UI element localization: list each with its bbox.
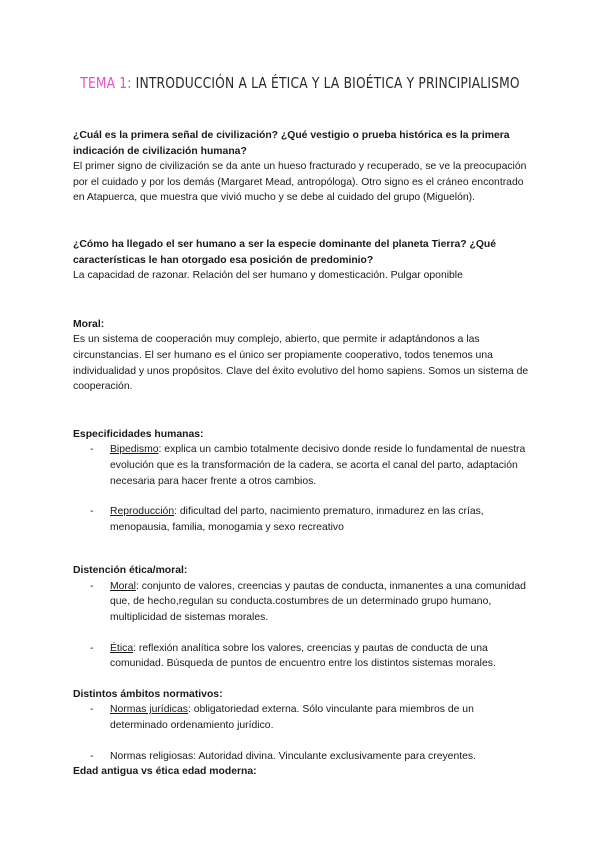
document-body (73, 128, 533, 780)
question-2: ¿Cómo ha llegado el ser humano a ser la especie dominante del planeta Tierra? ¿Qué características le han otorgado esa posición de predominio? (73, 238, 497, 266)
term: Bipedismo (110, 444, 159, 456)
list-item (73, 749, 533, 765)
title-main: INTRODUCCIÓN A LA ÉTICA Y LA BIOÉTICA Y PRINCIPIALISMO (131, 74, 520, 92)
dash-bullet: - (90, 704, 94, 716)
dash-bullet: - (90, 580, 94, 592)
list-item (73, 641, 533, 672)
distencion-list (73, 579, 533, 672)
dash-bullet: - (90, 642, 94, 654)
term-text: : reflexión analítica sobre los valores, creencias y pautas de conducta de una comunidad. Búsqueda de puntos de encuentro entre los distintos sistemas morales. (110, 642, 496, 670)
list-item (73, 579, 533, 626)
moral-text: Es un sistema de cooperación muy complejo, abierto, que permite ir adaptándonos a las circunstancias. El ser humano es el único ser propiamente cooperativo, todos tenemos una individualidad y unos propósitos. Clave del éxito evolutivo del homo sapiens. Somos un sistema de cooperación. (73, 334, 529, 393)
especificidades-heading: Especificidades humanas: (73, 428, 204, 440)
distencion-heading: Distención ética/moral: (73, 565, 188, 577)
term: Moral (110, 580, 136, 592)
answer-1: El primer signo de civilización se da ante un hueso fracturado y recuperado, se ve la preocupación por el cuidado y por los demás (Margaret Mead, antropóloga). Otro signo es el cráneo encontrado en Atapuerca, que muestra que vivió mucho y se debe al cuidado del grupo (Miguelón). (73, 161, 527, 204)
term-text: : obligatoriedad externa. Sólo vinculante para miembros de un determinado ordenamiento jurídico. (110, 704, 474, 732)
especificidades-list (73, 442, 533, 535)
dash-bullet: - (90, 506, 94, 518)
term: Normas jurídicas (110, 704, 188, 716)
answer-2: La capacidad de razonar. Relación del ser humano y domesticación. Pulgar oponible (73, 270, 463, 282)
moral-heading: Moral: (73, 318, 105, 330)
term: Reproducción (110, 506, 175, 518)
list-item (73, 702, 533, 733)
page-title (54, 74, 546, 92)
term-text: : explica un cambio totalmente decisivo donde reside lo fundamental de nuestra evolución que es la transformación de la cadera, se acorta el canal del parto, adaptación necesaria para hacer frente a otros cambios. (110, 444, 526, 487)
list-item (73, 504, 533, 535)
question-1: ¿Cuál es la primera señal de civilización? ¿Qué vestigio o prueba histórica es la primera indicación de civilización humana? (73, 130, 510, 157)
term-text: : dificultad del parto, nacimiento prematuro, inmadurez en las crías, menopausia, familia, monogamia y sexo recreativo (110, 506, 484, 533)
term-text: : conjunto de valores, creencias y pautas de conducta, inmanentes a una comunidad que, de hecho,regulan su conducta.costumbres de un determinado grupo humano, multiplicidad de sistemas morales. (110, 580, 526, 624)
dash-bullet: - (90, 750, 94, 762)
list-item (73, 442, 533, 489)
edad-heading: Edad antigua vs ética edad moderna: (73, 766, 257, 778)
ambitos-list (73, 702, 533, 764)
dash-bullet: - (90, 444, 94, 456)
term-text: Normas religiosas: Autoridad divina. Vinculante exclusivamente para creyentes. (110, 750, 476, 762)
ambitos-heading: Distintos ámbitos normativos: (73, 688, 223, 700)
term: Ética (110, 642, 134, 654)
title-prefix: TEMA 1: (80, 74, 132, 92)
